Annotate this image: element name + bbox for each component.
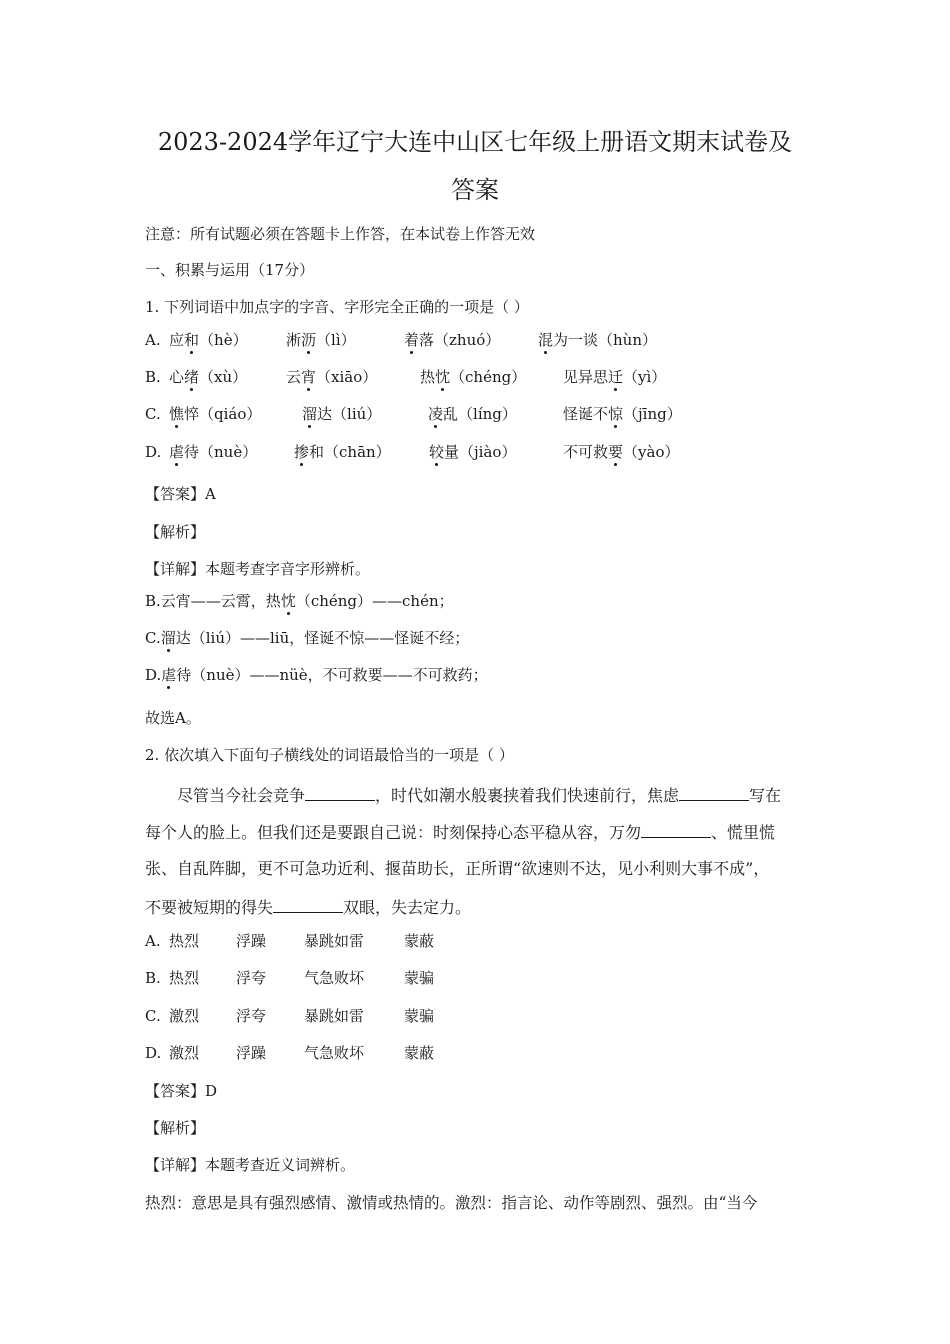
notice: 注意：所有试题必须在答题卡上作答，在本试卷上作答无效 [145,225,536,243]
q1-explain-b: B.云宵——云霄，热忱（chéng）——chén； [145,592,454,610]
q2-explain: 热烈：意思是具有强烈感情、激情或热情的。激烈：指言论、动作等剧烈、强烈。由“当今 [145,1194,758,1212]
q1-option-item: 憔悴（qiáo） [169,405,262,423]
emphasis-char: 着 [404,331,420,349]
q2-option-word: 热烈 [169,932,200,950]
q2-option-word: 蒙骗 [404,969,435,987]
q2-passage-line-3: 张、自乱阵脚，更不可急功近利、揠苗助长，正所谓“欲速则不达，见小利则大事不成”， [145,859,770,878]
emphasis-char: 憔 [169,405,185,423]
title-line-1: 2023-2024学年辽宁大连中山区七年级上册语文期末试卷及 [157,128,793,156]
q2-option-word: 蒙骗 [404,1007,435,1025]
emphasis-char: 要 [608,443,624,461]
q2-option-word: 暴跳如雷 [304,1007,365,1025]
blank-3 [641,823,711,838]
emphasis-char: 忱 [435,368,451,386]
title-line-2: 答案 [451,176,499,204]
q1-option-item: 心绪（xù） [169,368,248,386]
q1-stem: 1. 下列词语中加点字的字音、字形完全正确的一项是（ ） [145,298,529,316]
q2-option-word: 激烈 [169,1044,200,1062]
q1-option-item: 应和（hè） [169,331,248,349]
emphasis-char: 沥 [301,331,317,349]
q2-answer: 【答案】D [145,1082,218,1100]
q1-option-label: B. [145,368,161,386]
emphasis-char: 惊 [608,405,624,423]
q1-explain-d: D.虐待（nuè）——nüè，不可救要——不可救药； [145,666,488,684]
q1-option-item: 淅沥（lì） [286,331,356,349]
q1-option-item: 见异思迁（yì） [563,368,667,386]
emphasis-char: 虐 [161,666,177,684]
q1-conclusion: 故选A。 [145,709,201,727]
q1-option-item: 溜达（liú） [302,405,382,423]
q2-option-word: 浮躁 [236,1044,267,1062]
emphasis-char: 宵 [301,368,317,386]
q2-option-label: B. [145,969,161,987]
q2-analysis: 【解析】 [145,1119,206,1137]
q2-passage-line-2: 每个人的脸上。但我们还是要跟自己说：时刻保持心态平稳从容，万勿 、慌里慌 [145,823,776,842]
q2-option-word: 蒙蔽 [404,1044,435,1062]
emphasis-char: 混 [538,331,554,349]
q1-option-item: 凌乱（líng） [428,405,517,423]
q1-analysis: 【解析】 [145,523,206,541]
emphasis-char: 迁 [608,368,624,386]
q1-option-item: 不可救要（yào） [563,443,680,461]
blank-2 [679,786,749,801]
emphasis-char: 掺 [294,443,310,461]
q1-option-item: 着落（zhuó） [404,331,501,349]
q2-passage-line-1: 尽管当今社会竞争 ，时代如潮水般裹挟着我们快速前行，焦虑 写在 [177,786,782,805]
q1-option-item: 怪诞不惊（jīng） [563,405,682,423]
q2-option-word: 浮夸 [236,969,267,987]
q2-option-label: A. [145,932,161,950]
blank-4 [273,898,343,913]
q1-option-item: 云宵（xiāo） [286,368,378,386]
section-heading: 一、积累与运用（17分） [145,261,315,279]
q1-option-label: A. [145,331,161,349]
q1-option-label: D. [145,443,162,461]
blank-1 [305,786,375,801]
emphasis-char: 忱 [280,592,296,610]
emphasis-char: 和 [184,331,200,349]
q2-stem: 2. 依次填入下面句子横线处的词语最恰当的一项是（ ） [145,746,514,764]
emphasis-char: 绪 [184,368,200,386]
q1-explain-c: C.溜达（liú）——liū，怪诞不惊——怪诞不经； [145,629,470,647]
q2-passage-line-4: 不要被短期的得失 双眼，失去定力。 [145,898,472,917]
q2-option-word: 激烈 [169,1007,200,1025]
emphasis-char: 较 [429,443,445,461]
emphasis-char: 溜 [160,629,176,647]
q1-option-item: 掺和（chān） [294,443,391,461]
q2-detail: 【详解】本题考查近义词辨析。 [145,1156,356,1174]
q1-option-label: C. [145,405,161,423]
q1-detail: 【详解】本题考查字音字形辨析。 [145,560,371,578]
q1-option-item: 较量（jiào） [429,443,517,461]
q1-option-item: 虐待（nuè） [169,443,258,461]
emphasis-char: 溜 [302,405,318,423]
q1-answer: 【答案】A [145,485,216,503]
q2-option-label: D. [145,1044,162,1062]
q1-option-item: 混为一谈（hùn） [538,331,657,349]
q2-option-word: 热烈 [169,969,200,987]
q2-option-word: 暴跳如雷 [304,932,365,950]
q2-option-word: 浮夸 [236,1007,267,1025]
q2-option-word: 蒙蔽 [404,932,435,950]
q2-option-word: 气急败坏 [304,969,365,987]
q2-option-word: 气急败坏 [304,1044,365,1062]
q2-option-label: C. [145,1007,161,1025]
emphasis-char: 凌 [428,405,444,423]
q1-option-item: 热忱（chéng） [420,368,527,386]
emphasis-char: 虐 [169,443,185,461]
q2-option-word: 浮躁 [236,932,267,950]
